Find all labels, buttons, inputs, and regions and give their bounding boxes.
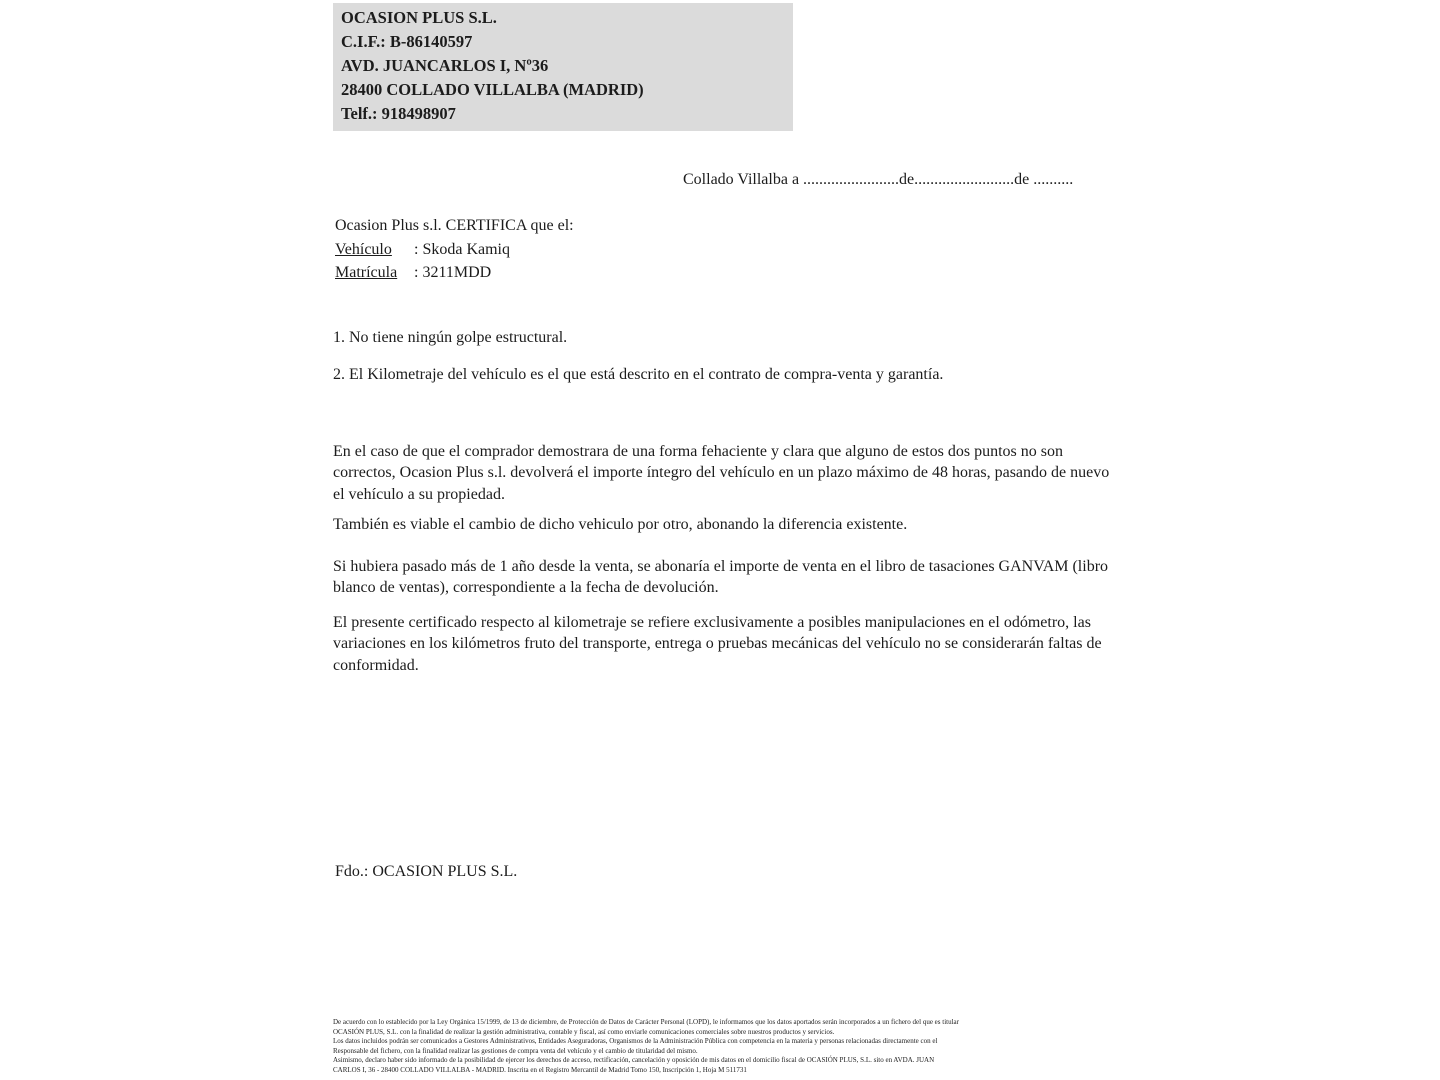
plate-label: Matrícula xyxy=(335,264,398,281)
legal-line: CARLOS I, 36 - 28400 COLLADO VILLALBA - MADRID. Inscrita en el Registro Mercantil de Madrid Tomo 150, Inscripción 1, Hoja M 511731 xyxy=(333,1065,747,1074)
certify-point-1: 1. No tiene ningún golpe estructural. xyxy=(333,329,568,346)
paragraph-exchange: También es viable el cambio de dicho vehiculo por otro, abonando la diferencia existente. xyxy=(333,516,908,533)
paragraph-ganvam: Si hubiera pasado más de 1 año desde la venta, se abonaría el importe de venta en el libro de tasaciones GANVAM (libro blanco de ventas), correspondiente a la fecha de devolución. xyxy=(333,558,1109,597)
plate-line xyxy=(335,264,491,282)
company-phone: Telf.: 918498907 xyxy=(341,104,456,123)
signature-line: Fdo.: OCASION PLUS S.L. xyxy=(335,863,518,880)
plate-value: : 3211MDD xyxy=(414,264,492,281)
company-name: OCASION PLUS S.L. xyxy=(341,8,497,27)
legal-line: Responsable del fichero, con la finalidad realizar las gestiones de compra venta del vehículo y el cambio de titularidad del mismo. xyxy=(333,1046,698,1055)
legal-line: OCASIÓN PLUS, S.L. con la finalidad de realizar la gestión administrativa, contable y fiscal, así como enviarle comunicaciones comerciales sobre nuestros productos y servicios. xyxy=(333,1027,835,1036)
legal-line: Asimismo, declaro haber sido informado de la posibilidad de ejercer los derechos de acceso, rectificación, cancelación y oposición de mis datos en el domicilio fiscal de OCASIÓN PLUS, S.L. sito en AVDA. JUAN xyxy=(333,1056,935,1064)
company-cif: C.I.F.: B-86140597 xyxy=(341,32,473,51)
vehicle-line xyxy=(335,241,510,259)
certify-intro: Ocasion Plus s.l. CERTIFICA que el: xyxy=(335,217,574,234)
legal-fine-print xyxy=(333,1018,1123,1075)
legal-line: Los datos incluidos podrán ser comunicados a Gestores Administrativos, Entidades Aseguradoras, Organismos de la Administración Pública con competencia en la materia y personas relacionadas directamente con el xyxy=(333,1037,938,1045)
certify-point-2: 2. El Kilometraje del vehículo es el que está descrito en el contrato de compra-venta y garantía. xyxy=(333,366,944,383)
paragraph-odometer: El presente certificado respecto al kilometraje se refiere exclusivamente a posibles manipulaciones en el odómetro, las variaciones en los kilómetros fruto del transporte, entrega o pruebas mecánicas del vehículo no se considerarán faltas de conformidad. xyxy=(333,614,1102,674)
date-line: Collado Villalba a ........................de.........................de .......... xyxy=(683,171,1074,188)
paragraph-refund: En el caso de que el comprador demostrara de una forma fehaciente y clara que alguno de estos dos puntos no son correctos, Ocasion Plus s.l. devolverá el importe íntegro del vehículo en un plazo máximo de 48 horas, pasando de nuevo el vehículo a su propiedad. xyxy=(333,443,1110,503)
company-address: AVD. JUANCARLOS I, Nº36 xyxy=(341,56,549,75)
vehicle-label: Vehículo xyxy=(335,241,392,258)
company-city: 28400 COLLADO VILLALBA (MADRID) xyxy=(341,80,644,99)
legal-line: De acuerdo con lo establecido por la Ley Orgánica 15/1999, de 13 de diciembre, de Protección de Datos de Carácter Personal (LOPD), le informamos que los datos aportados serán incorporados a un fichero del que es titular xyxy=(333,1018,959,1026)
company-header-block xyxy=(333,3,793,131)
vehicle-value: : Skoda Kamiq xyxy=(414,241,510,258)
